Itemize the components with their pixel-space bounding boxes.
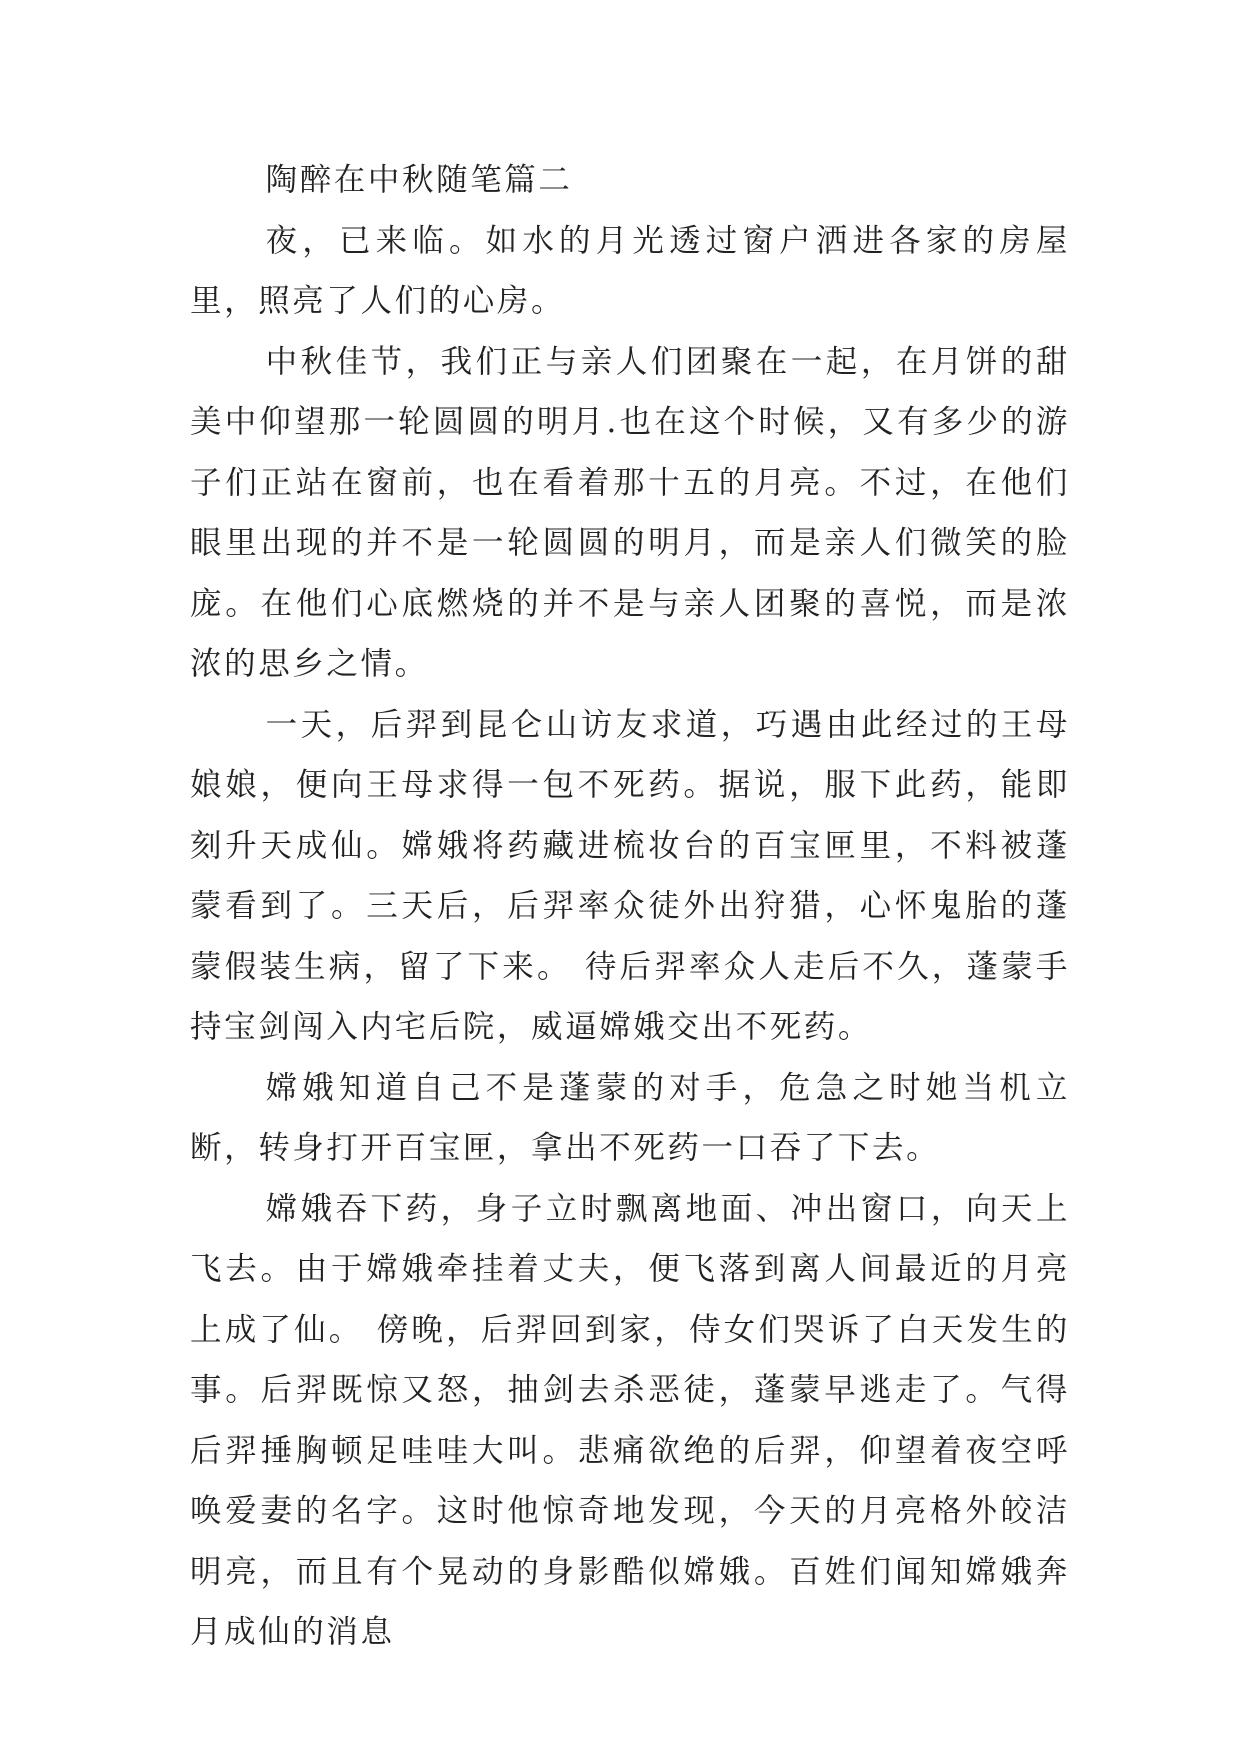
paragraph-5: 嫦娥吞下药，身子立时飘离地面、冲出窗口，向天上飞去。由于嫦娥牵挂着丈夫，便飞落到离人间最近的月亮上成了仙。 傍晚，后羿回到家，侍女们哭诉了白天发生的事。后羿既惊又怒，抽剑去杀恶徒，蓬蒙早逃走了。气得后羿捶胸顿足哇哇大叫。悲痛欲绝的后羿，仰望着夜空呼唤爱妻的名字。这时他惊奇地发现，今天的月亮格外皎洁明亮，而且有个晃动的身影酷似嫦娥。百姓们闻知嫦娥奔月成仙的消息 bbox=[190, 1190, 1070, 1650]
paragraph-3: 一天，后羿到昆仑山访友求道，巧遇由此经过的王母娘娘，便向王母求得一包不死药。据说，服下此药，能即刻升天成仙。嫦娥将药藏进梳妆台的百宝匣里，不料被蓬蒙看到了。三天后，后羿率众徒外出狩猎，心怀鬼胎的蓬蒙假装生病，留了下来。 待后羿率众人走后不久，蓬蒙手持宝剑闯入内宅后院，威逼嫦娥交出不死药。 bbox=[190, 706, 1070, 1045]
paragraph-4: 嫦娥知道自己不是蓬蒙的对手，危急之时她当机立断，转身打开百宝匣，拿出不死药一口吞了下去。 bbox=[190, 1069, 1070, 1166]
document-body bbox=[190, 150, 1070, 1663]
paragraph-2: 中秋佳节，我们正与亲人们团聚在一起，在月饼的甜美中仰望那一轮圆圆的明月.也在这个时候，又有多少的游子们正站在窗前，也在看着那十五的月亮。不过，在他们眼里出现的并不是一轮圆圆的明月，而是亲人们微笑的脸庞。在他们心底燃烧的并不是与亲人团聚的喜悦，而是浓浓的思乡之情。 bbox=[190, 343, 1070, 682]
paragraph-1: 夜，已来临。如水的月光透过窗户洒进各家的房屋里，照亮了人们的心房。 bbox=[190, 222, 1070, 319]
document-title: 陶醉在中秋随笔篇二 bbox=[265, 162, 573, 198]
